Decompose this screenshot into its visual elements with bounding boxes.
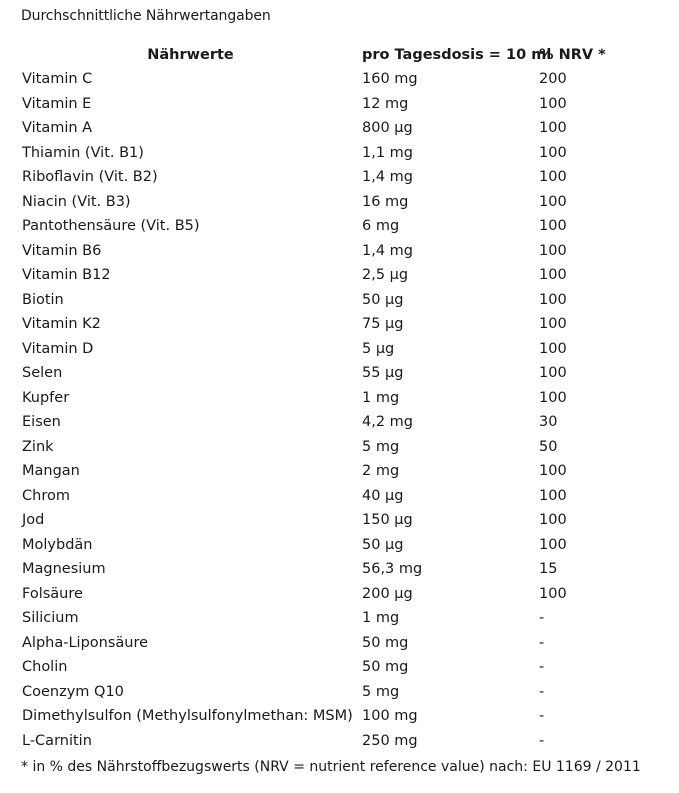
daily-dose-amount: 55 µg: [362, 365, 404, 382]
nutrient-name: Biotin: [22, 291, 64, 308]
nutrient-name: Vitamin C: [22, 71, 93, 88]
nrv-percent: 100: [539, 389, 567, 406]
nrv-percent: 100: [539, 242, 567, 259]
daily-dose-amount: 5 mg: [362, 438, 400, 455]
nrv-percent: 100: [539, 193, 567, 210]
nutrient-name: Vitamin A: [22, 120, 93, 137]
daily-dose-amount: 2 mg: [362, 463, 400, 480]
table-row: [19, 361, 639, 386]
daily-dose-amount: 1,1 mg: [362, 144, 413, 161]
nrv-percent: 100: [539, 585, 567, 602]
daily-dose-amount: 800 µg: [362, 120, 413, 137]
nrv-percent: 100: [539, 463, 567, 480]
nutrient-name: Alpha-Liponsäure: [22, 634, 149, 651]
table-row: [19, 459, 639, 484]
nrv-percent: 100: [539, 169, 567, 186]
table-body: [19, 67, 639, 753]
nrv-percent: 200: [539, 71, 567, 88]
nrv-percent: -: [539, 683, 545, 700]
daily-dose-amount: 50 mg: [362, 634, 409, 651]
table-row: [19, 631, 639, 656]
table-row: [19, 557, 639, 582]
table-row: [19, 214, 639, 239]
table-row: [19, 484, 639, 509]
nrv-percent: 100: [539, 340, 567, 357]
table-row: [19, 582, 639, 607]
table-row: [19, 239, 639, 264]
table-row: [19, 410, 639, 435]
nrv-percent: 100: [539, 536, 567, 553]
daily-dose-amount: 5 µg: [362, 340, 395, 357]
table-row: [19, 435, 639, 460]
footnote: * in % des Nährstoffbezugswerts (NRV = nutrient reference value) nach: EU 1169 / 2011: [21, 759, 641, 775]
daily-dose-amount: 6 mg: [362, 218, 400, 235]
nutrient-name: Vitamin B12: [22, 267, 111, 284]
daily-dose-amount: 40 µg: [362, 487, 404, 504]
nutrient-name: Mangan: [22, 463, 80, 480]
nrv-percent: -: [539, 659, 545, 676]
table-row: [19, 190, 639, 215]
table-caption: Durchschnittliche Nährwertangaben: [21, 8, 271, 24]
daily-dose-amount: 200 µg: [362, 585, 413, 602]
nutrient-name: Molybdän: [22, 536, 93, 553]
daily-dose-amount: 1,4 mg: [362, 242, 413, 259]
nutrient-name: Eisen: [22, 414, 61, 431]
nrv-percent: 100: [539, 487, 567, 504]
table-row: [19, 680, 639, 705]
nutrient-name: Vitamin K2: [22, 316, 101, 333]
table-row: [19, 337, 639, 362]
nutrient-name: Vitamin E: [22, 95, 92, 112]
table-row: [19, 141, 639, 166]
daily-dose-amount: 12 mg: [362, 95, 409, 112]
table-row: [19, 263, 639, 288]
table-row: [19, 606, 639, 631]
nutrient-name: Chrom: [22, 487, 70, 504]
nutrient-name: Vitamin D: [22, 340, 94, 357]
nutrient-name: Riboflavin (Vit. B2): [22, 169, 158, 186]
nrv-percent: 100: [539, 291, 567, 308]
table-header-row: [19, 43, 639, 67]
nutrient-name: Vitamin B6: [22, 242, 102, 259]
daily-dose-amount: 50 mg: [362, 659, 409, 676]
nutrient-name: Dimethylsulfon (Methylsulfonylmethan: MSM): [22, 708, 353, 725]
daily-dose-amount: 16 mg: [362, 193, 409, 210]
nrv-percent: -: [539, 634, 545, 651]
nutrient-name: Selen: [22, 365, 63, 382]
daily-dose-amount: 150 µg: [362, 512, 413, 529]
nutrient-name: Folsäure: [22, 585, 83, 602]
daily-dose-amount: 2,5 µg: [362, 267, 409, 284]
header-nrv: % NRV *: [539, 47, 606, 63]
daily-dose-amount: 100 mg: [362, 708, 418, 725]
nrv-percent: 100: [539, 365, 567, 382]
daily-dose-amount: 250 mg: [362, 732, 418, 749]
table-row: [19, 533, 639, 558]
nutrient-name: Zink: [22, 438, 54, 455]
daily-dose-amount: 4,2 mg: [362, 414, 413, 431]
table-row: [19, 67, 639, 92]
nrv-percent: 100: [539, 95, 567, 112]
table-row: [19, 92, 639, 117]
daily-dose-amount: 75 µg: [362, 316, 404, 333]
daily-dose-amount: 5 mg: [362, 683, 400, 700]
nrv-percent: -: [539, 708, 545, 725]
daily-dose-amount: 1 mg: [362, 610, 400, 627]
header-nutrient: Nährwerte: [147, 47, 234, 63]
nrv-percent: 100: [539, 267, 567, 284]
nutrient-name: Jod: [22, 512, 45, 529]
daily-dose-amount: 1,4 mg: [362, 169, 413, 186]
table-row: [19, 288, 639, 313]
header-daily-dose: pro Tagesdosis = 10 ml: [362, 47, 552, 63]
nrv-percent: 100: [539, 218, 567, 235]
daily-dose-amount: 56,3 mg: [362, 561, 423, 578]
nrv-percent: -: [539, 732, 545, 749]
nutrient-name: Silicium: [22, 610, 79, 627]
table-row: [19, 508, 639, 533]
nrv-percent: -: [539, 610, 545, 627]
table-row: [19, 729, 639, 754]
nutrient-name: Kupfer: [22, 389, 70, 406]
nrv-percent: 100: [539, 316, 567, 333]
table-row: [19, 312, 639, 337]
daily-dose-amount: 160 mg: [362, 71, 418, 88]
table-row: [19, 165, 639, 190]
table-row: [19, 116, 639, 141]
nrv-percent: 50: [539, 438, 558, 455]
nutrient-name: Cholin: [22, 659, 68, 676]
nutrient-name: L-Carnitin: [22, 732, 92, 749]
nutrient-name: Pantothensäure (Vit. B5): [22, 218, 200, 235]
nutrient-name: Magnesium: [22, 561, 106, 578]
daily-dose-amount: 50 µg: [362, 536, 404, 553]
nrv-percent: 100: [539, 144, 567, 161]
nutrient-name: Niacin (Vit. B3): [22, 193, 131, 210]
table-row: [19, 655, 639, 680]
nutrient-name: Thiamin (Vit. B1): [22, 144, 144, 161]
table-row: [19, 386, 639, 411]
nrv-percent: 30: [539, 414, 558, 431]
table-row: [19, 704, 639, 729]
nutrient-name: Coenzym Q10: [22, 683, 124, 700]
nutrition-table: [19, 43, 639, 753]
nrv-percent: 15: [539, 561, 558, 578]
nrv-percent: 100: [539, 120, 567, 137]
daily-dose-amount: 50 µg: [362, 291, 404, 308]
daily-dose-amount: 1 mg: [362, 389, 400, 406]
nrv-percent: 100: [539, 512, 567, 529]
